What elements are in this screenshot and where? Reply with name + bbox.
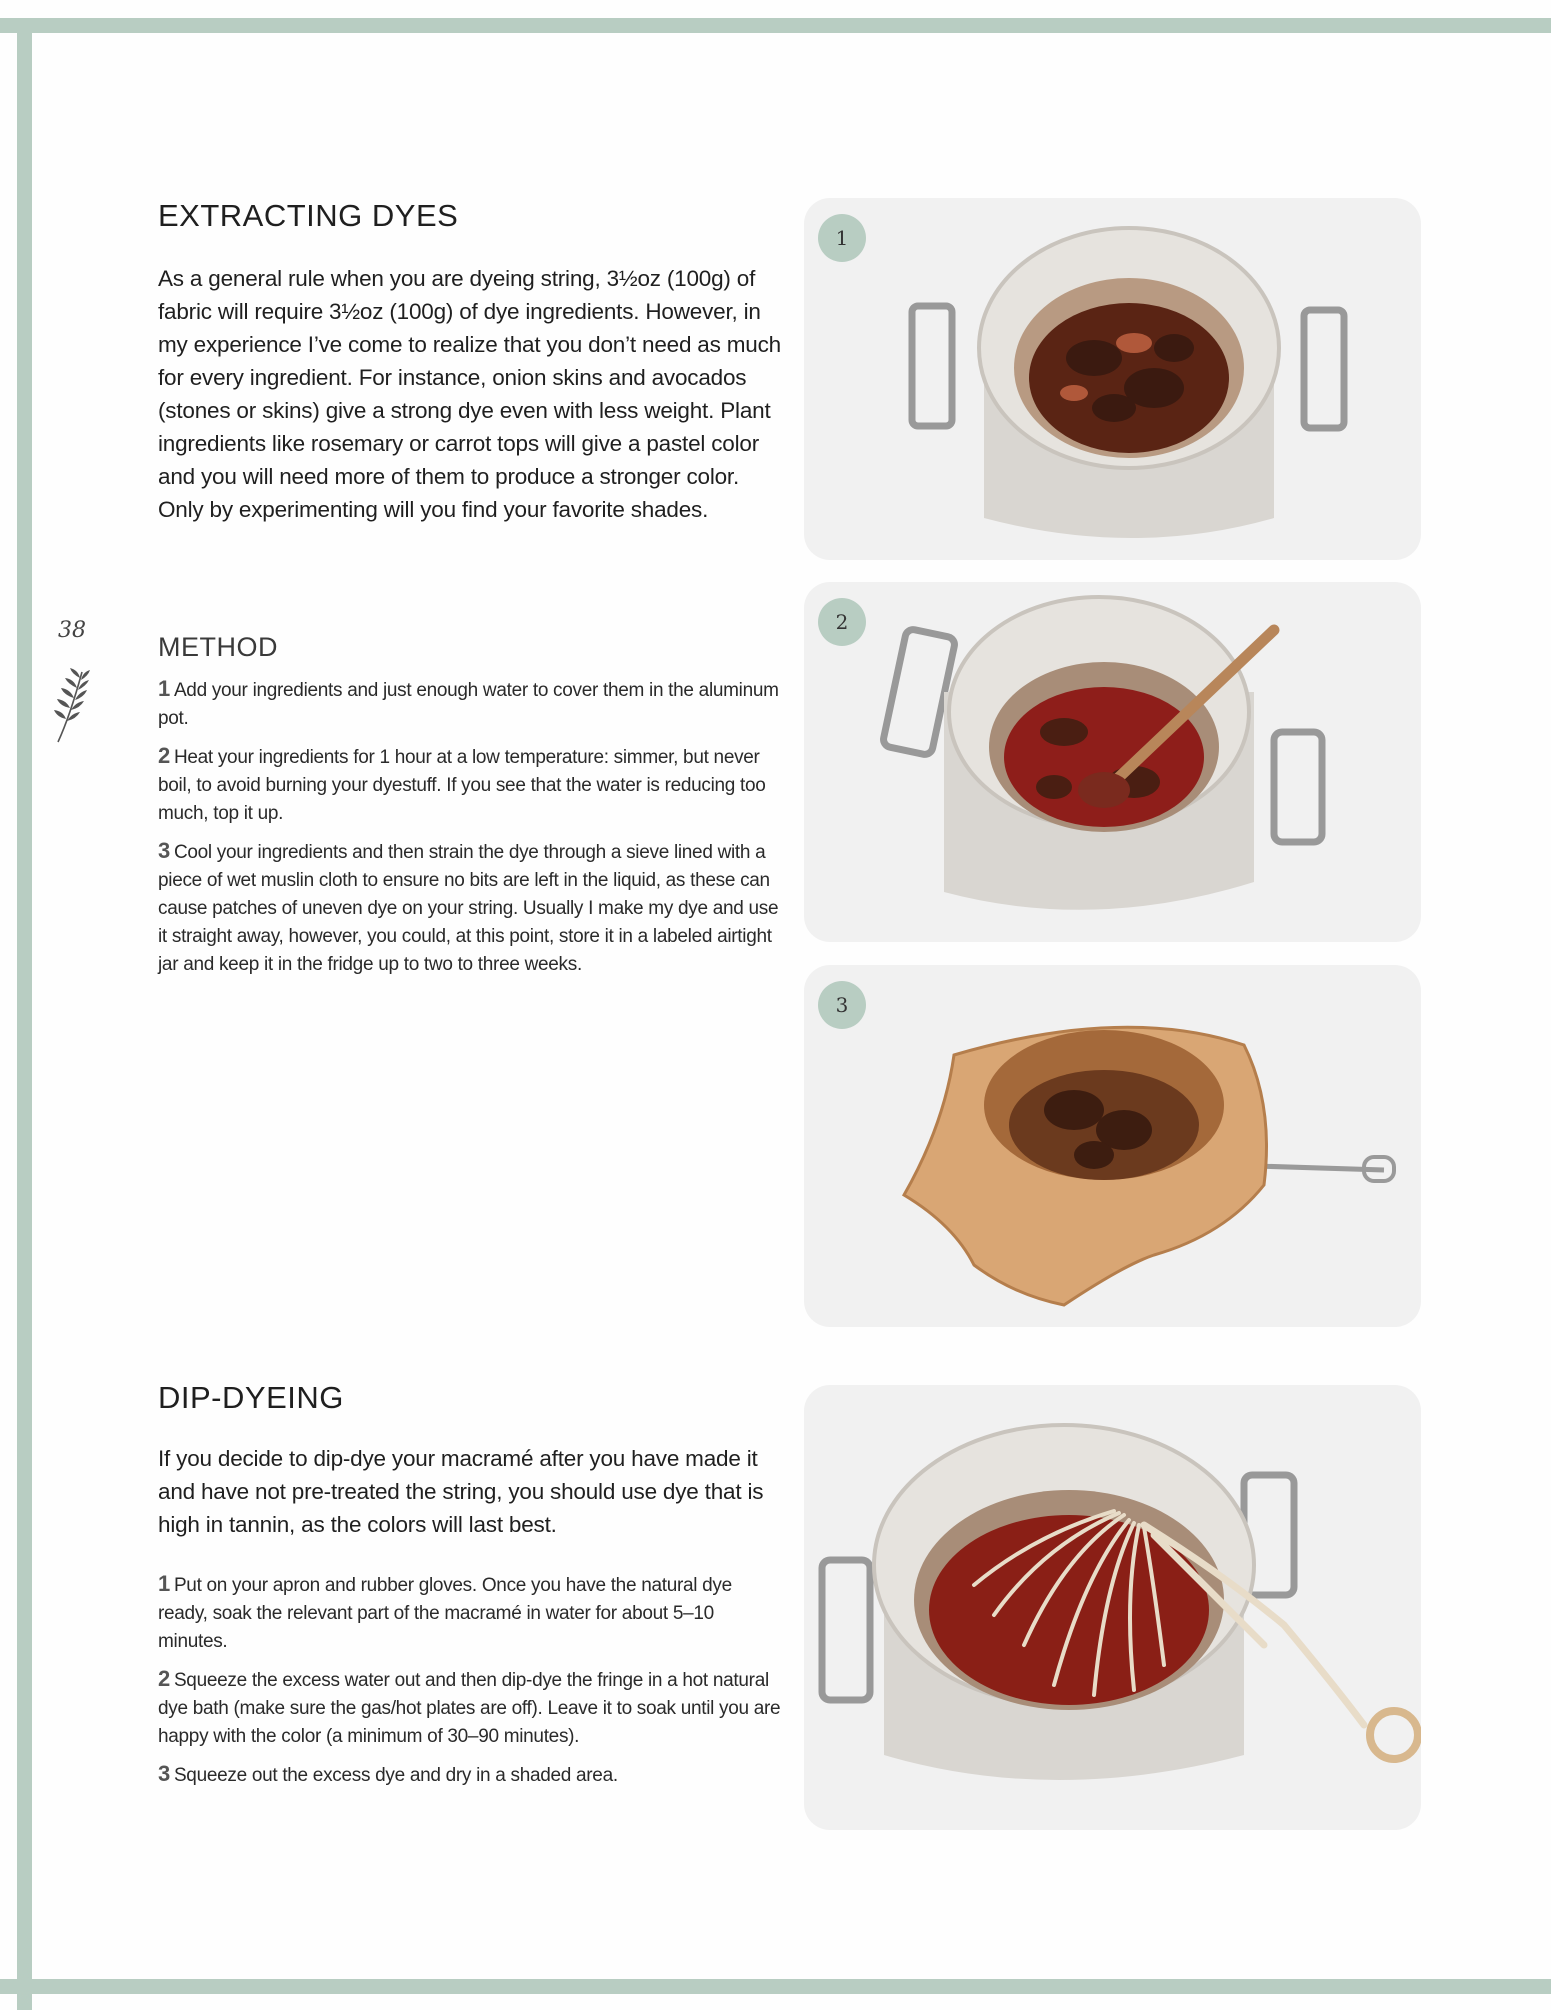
step-number: 1 — [158, 676, 170, 701]
step-text: Cool your ingredients and then strain the dye through a sieve lined with a piece of wet muslin cloth to ensure no bits are left in the liquid, as these can cause patches of uneven dye on your string. Usually I make my dye and use it straight away, however, you could, at this point, store it in a labeled airtight jar and keep it in the fridge up to two to three weeks. — [158, 842, 779, 975]
page-number: 38 — [58, 618, 86, 643]
method-step — [158, 837, 786, 979]
extracting-intro: As a general rule when you are dyeing string, 3½oz (100g) of fabric will require 3½oz (100g) of dye ingredients. However, in my experience I’ve come to realize that you don’t need as much for every ingredient. For instance, onion skins and avocados (stones or skins) give a strong dye even with less weight. Plant ingredients like rosemary or carrot tops will give a pastel color and you will need more of them to produce a stronger color. Only by experimenting will you find your favorite shades. — [158, 266, 781, 522]
section-title-extracting: EXTRACTING DYES — [158, 198, 459, 233]
step-number: 1 — [158, 1571, 170, 1596]
photo-pot-ingredients — [804, 198, 1421, 560]
page-border-bottom — [0, 1979, 1551, 1994]
step-number: 3 — [158, 838, 170, 863]
dip-intro: If you decide to dip-dye your macramé after you have made it and have not pre-treated the string, you should use dye that is high in tannin, as the colors will last best. — [158, 1446, 764, 1537]
method-steps — [158, 675, 786, 988]
method-step — [158, 742, 786, 828]
step-text: Heat your ingredients for 1 hour at a low temperature: simmer, but never boil, to avoid burning your dyestuff. If you see that the water is reducing too much, top it up. — [158, 747, 766, 824]
photo-pot-spoon — [804, 582, 1421, 942]
step-number: 2 — [158, 743, 170, 768]
method-step — [158, 675, 786, 733]
photo-dip-dyeing — [804, 1385, 1421, 1830]
photo-sieve-muslin — [804, 965, 1421, 1327]
section-title-dip-dyeing: DIP-DYEING — [158, 1380, 344, 1415]
leaf-icon — [52, 666, 92, 746]
dip-steps — [158, 1570, 786, 1799]
dip-step — [158, 1665, 786, 1751]
dip-step — [158, 1570, 786, 1656]
step-number: 2 — [158, 1666, 170, 1691]
step-text: Add your ingredients and just enough water to cover them in the aluminum pot. — [158, 680, 779, 729]
step-number: 3 — [158, 1761, 170, 1786]
step-badge: 1 — [818, 214, 866, 262]
step-text: Squeeze out the excess dye and dry in a shaded area. — [173, 1765, 618, 1786]
dip-step — [158, 1760, 786, 1790]
step-text: Squeeze the excess water out and then dip-dye the fringe in a hot natural dye bath (make sure the gas/hot plates are off). Leave it to soak until you are happy with the color (a minimum of 30–90 minutes). — [158, 1670, 781, 1747]
step-badge: 3 — [818, 981, 866, 1029]
page-border-top — [0, 18, 1551, 33]
pot-illustration — [804, 198, 1421, 560]
sieve-illustration — [804, 965, 1421, 1327]
pot-illustration — [804, 582, 1421, 942]
dip-dye-illustration — [804, 1385, 1421, 1830]
page-border-left — [17, 18, 32, 2010]
step-text: Put on your apron and rubber gloves. Once you have the natural dye ready, soak the relevant part of the macramé in water for about 5–10 minutes. — [158, 1575, 732, 1652]
section-title-method: METHOD — [158, 632, 278, 662]
step-badge: 2 — [818, 598, 866, 646]
